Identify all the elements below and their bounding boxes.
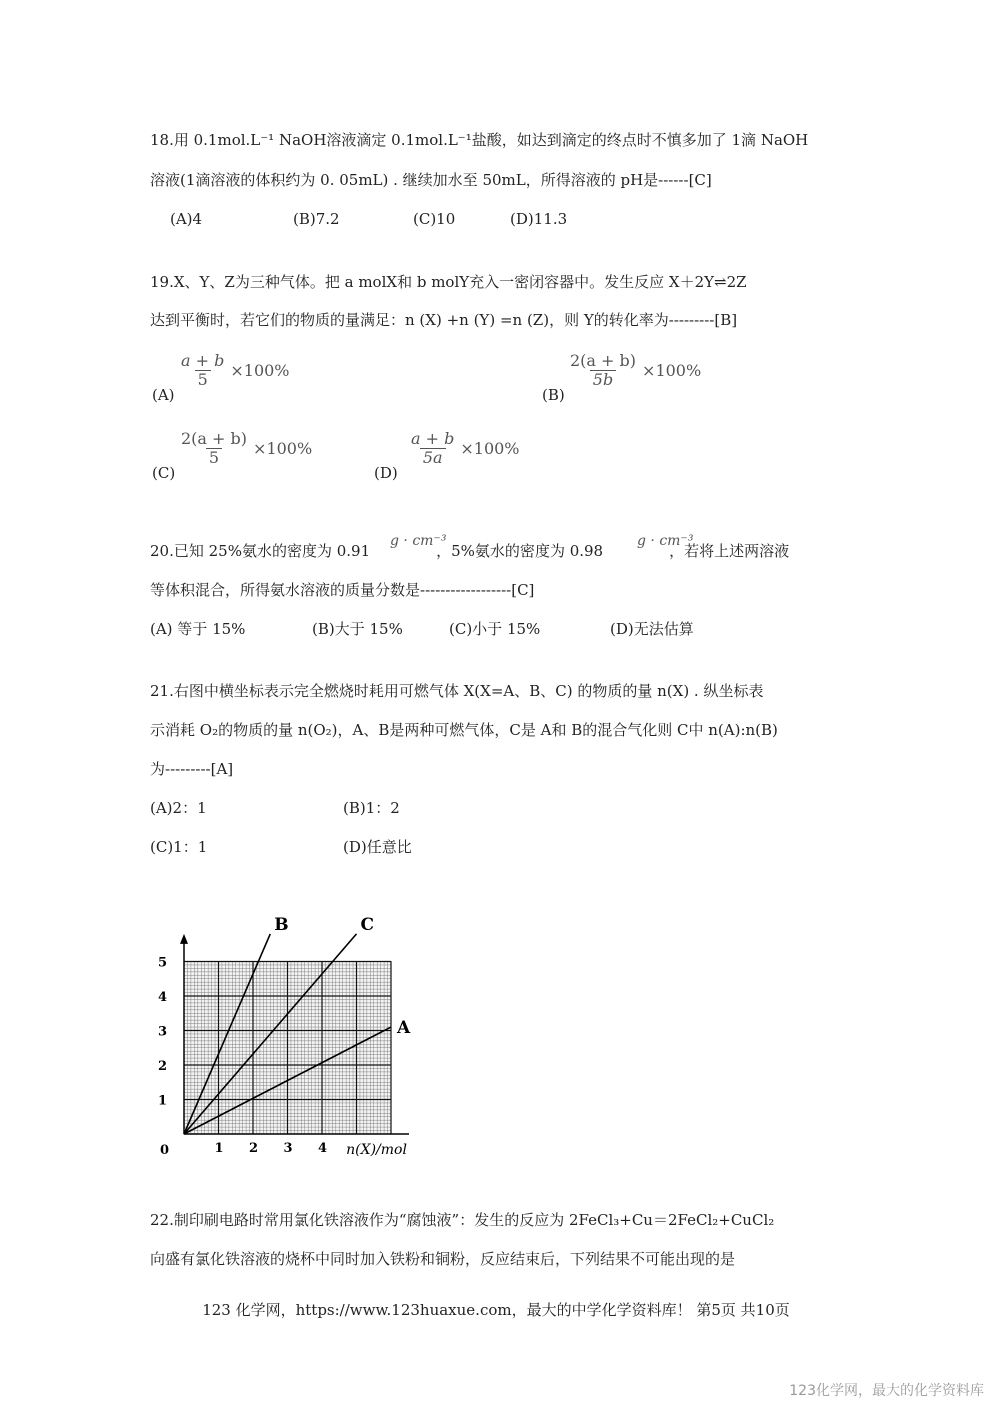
- fraction-multiplier: ×100%: [460, 438, 520, 458]
- q19-option-d-fraction: [408, 430, 520, 467]
- y-tick-label: 2: [158, 1059, 168, 1074]
- fraction-numerator: a + b: [181, 351, 225, 370]
- fraction-denominator: 5: [195, 370, 211, 389]
- q21-line-1: 21.右图中横坐标表示完全燃烧时耗用可燃气体 X(X=A、B、C) 的物质的量 n(X) . 纵坐标表: [150, 682, 764, 700]
- q20-line-1-b: ，5%氨水的密度为 0.98: [436, 542, 604, 560]
- q22-line-2: 向盛有氯化铁溶液的烧杯中同时加入铁粉和铜粉，反应结束后，下列结果不可能出现的是: [150, 1250, 736, 1268]
- fraction-numerator: 2(a + b): [181, 429, 248, 448]
- q21-line-2: 示消耗 O₂的物质的量 n(O₂)，A、B是两种可燃气体，C是 A和 B的混合气化则 C中 n(A):n(B): [150, 721, 778, 739]
- q18-line-1: 18.用 0.1mol.L⁻¹ NaOH溶液滴定 0.1mol.L⁻¹盐酸，如达到滴定的终点时不慎多加了 1滴 NaOH: [150, 131, 809, 149]
- q19-line-1: 19.X、Y、Z为三种气体。把 a molX和 b molY充入一密闭容器中。发生反应 X＋2Y⇌2Z: [150, 273, 747, 291]
- q21-line-3: 为---------[A]: [150, 760, 234, 778]
- fraction-numerator: a + b: [411, 429, 455, 448]
- fraction-denominator: 5b: [590, 370, 616, 389]
- y-tick-label: 1: [158, 1093, 168, 1109]
- y-axis-arrow: [180, 934, 188, 944]
- q20-line-1-c: ，若将上述两溶液: [669, 542, 790, 560]
- x-tick-label: 4: [318, 1141, 328, 1156]
- q19-option-a-fraction: [178, 352, 290, 389]
- q21-option-b: (B)1：2: [343, 799, 400, 817]
- x-tick-label: 1: [214, 1141, 224, 1156]
- series-label-B: B: [274, 914, 289, 935]
- fraction-multiplier: ×100%: [642, 360, 702, 380]
- q19-option-d-label: (D): [374, 464, 398, 482]
- q18-option-a: (A)4: [170, 210, 203, 228]
- q20-option-b: (B)大于 15%: [312, 620, 403, 638]
- fraction-multiplier: ×100%: [253, 438, 313, 458]
- fraction-denominator: 5a: [420, 448, 446, 467]
- fraction-multiplier: ×100%: [230, 360, 290, 380]
- q20-line-1-a: 20.已知 25%氨水的密度为 0.91: [150, 542, 371, 560]
- series-label-A: A: [397, 1018, 411, 1039]
- series-label-C: C: [360, 914, 375, 935]
- fraction-numerator: 2(a + b): [570, 351, 637, 370]
- q19-option-b-fraction: [567, 352, 701, 389]
- y-tick-label: 3: [158, 1024, 168, 1040]
- q18-option-d: (D)11.3: [510, 210, 568, 228]
- oxygen-consumption-chart: [150, 900, 450, 1160]
- q20-option-a: (A) 等于 15%: [150, 620, 246, 638]
- x-tick-label: 2: [249, 1141, 259, 1156]
- q19-option-c-fraction: [178, 430, 312, 467]
- x-tick-label: 3: [283, 1141, 293, 1156]
- q21-option-d: (D)任意比: [343, 838, 412, 856]
- x-axis-label: n(X)/mol: [346, 1142, 407, 1158]
- q19-option-a-label: (A): [152, 386, 175, 404]
- q22-line-1: 22.制印刷电路时常用氯化铁溶液作为“腐蚀液”：发生的反应为 2FeCl₃+Cu＝2FeCl₂+CuCl₂: [150, 1211, 775, 1229]
- q20-line-2: 等体积混合，所得氨水溶液的质量分数是------------------[C]: [150, 581, 535, 599]
- q19-line-2: 达到平衡时，若它们的物质的量满足：n (X) +n (Y) =n (Z)，则 Y的转化率为---------[B]: [150, 311, 738, 329]
- y-tick-label: 5: [158, 955, 168, 971]
- q21-option-c: (C)1：1: [150, 838, 208, 856]
- q19-option-c-label: (C): [152, 464, 176, 482]
- q20-option-d: (D)无法估算: [610, 620, 694, 638]
- q18-option-c: (C)10: [413, 210, 456, 228]
- fraction-denominator: 5: [206, 448, 222, 467]
- q21-option-a: (A)2：1: [150, 799, 207, 817]
- q20-density-unit-2: g · cm⁻³: [637, 533, 694, 549]
- q19-option-b-label: (B): [542, 386, 565, 404]
- page-footer: 123 化学网，https://www.123huaxue.com，最大的中学化学资料库！ 第5页 共10页: [202, 1301, 790, 1319]
- q18-option-b: (B)7.2: [293, 210, 340, 228]
- origin-label: 0: [160, 1143, 170, 1158]
- watermark: 123化学网，最大的化学资料库: [789, 1383, 984, 1399]
- q20-density-unit-1: g · cm⁻³: [390, 533, 447, 549]
- q18-line-2: 溶液(1滴溶液的体积约为 0. 05mL) . 继续加水至 50mL，所得溶液的 pH是------[C]: [150, 171, 712, 189]
- q20-option-c: (C)小于 15%: [449, 620, 541, 638]
- y-tick-label: 4: [158, 990, 168, 1005]
